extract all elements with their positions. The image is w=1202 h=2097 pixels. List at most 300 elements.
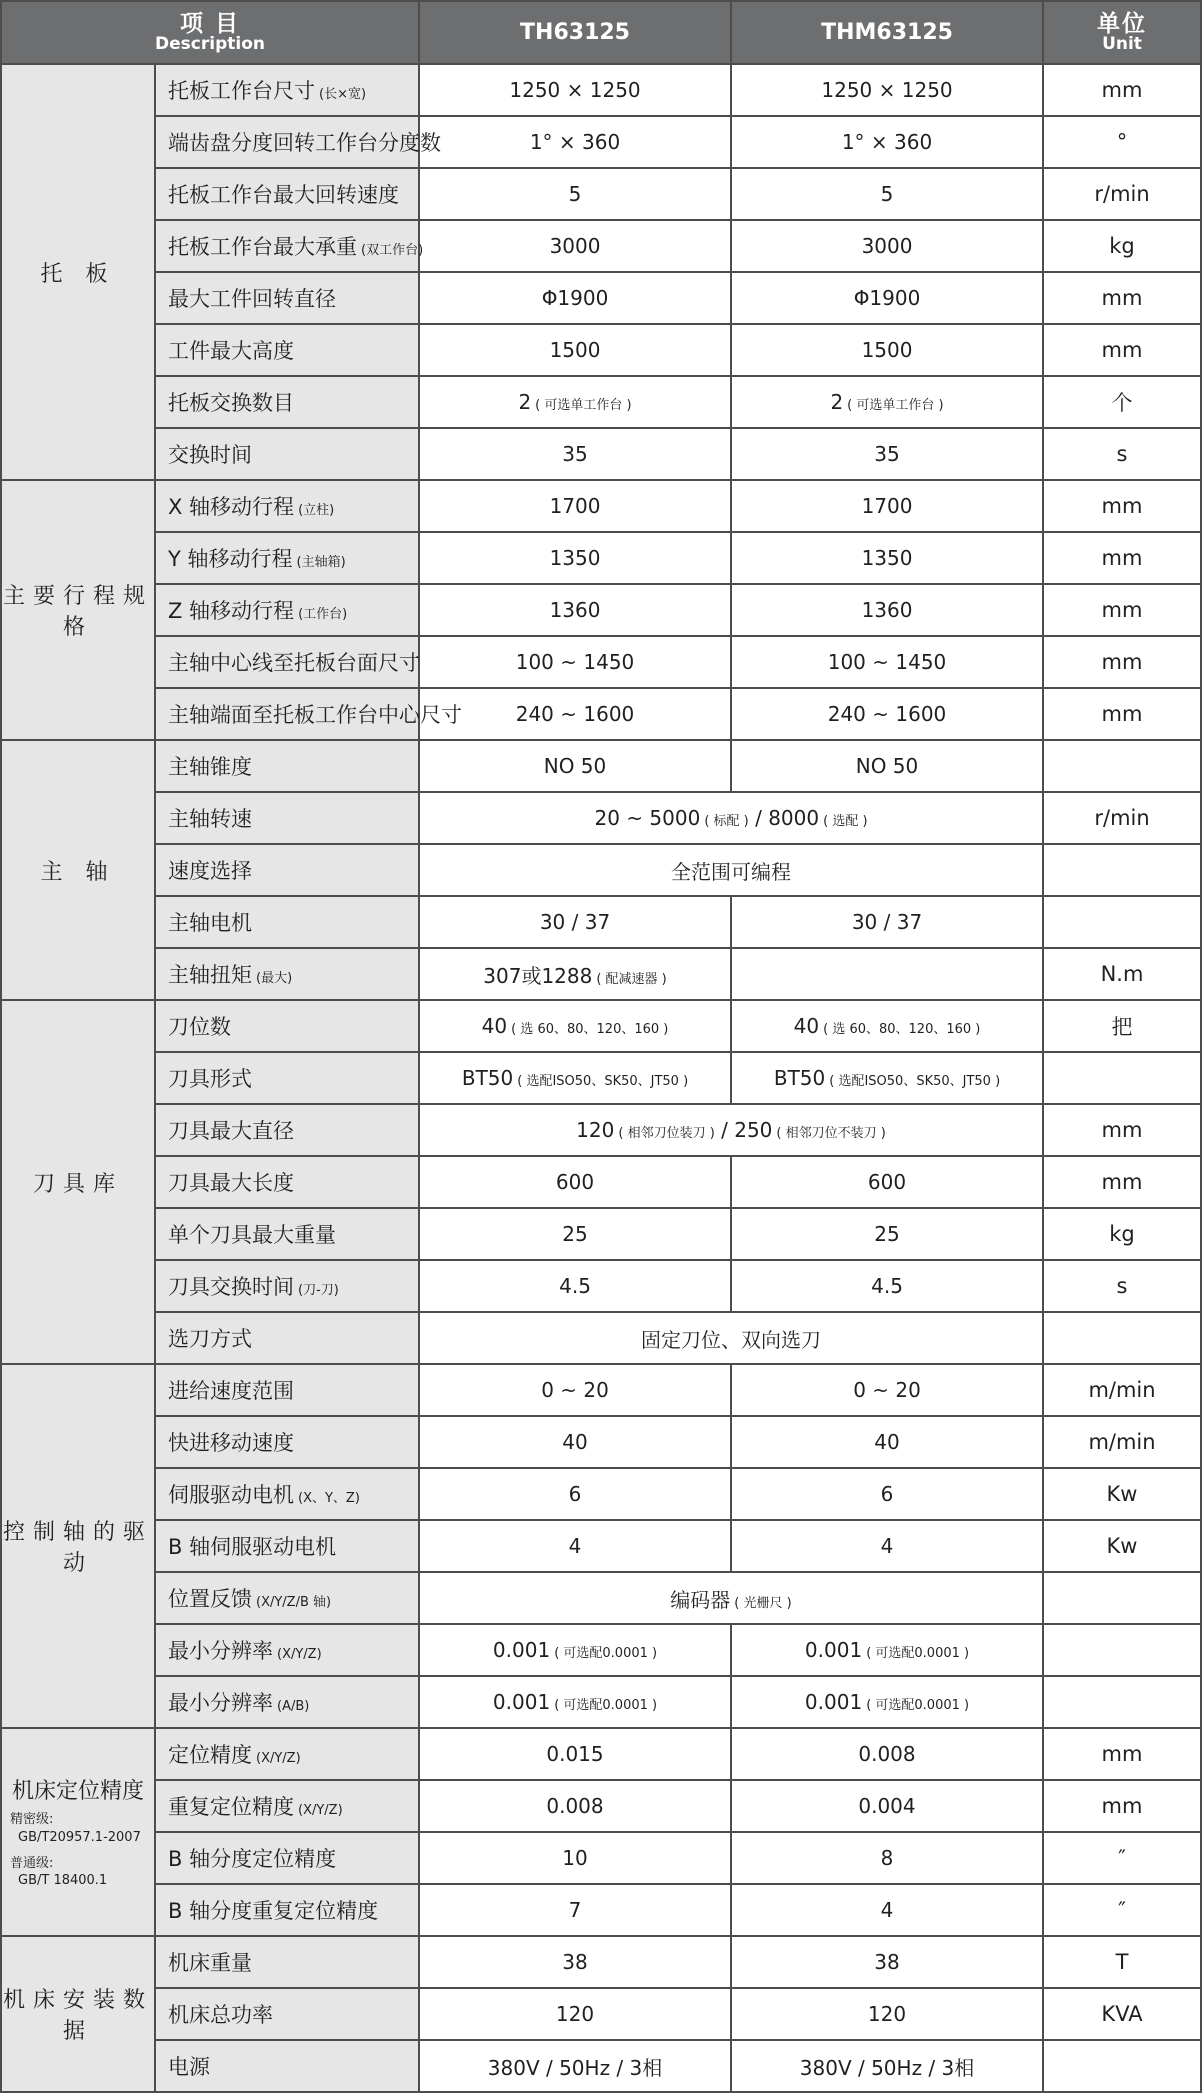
value-model-2 xyxy=(731,220,1043,272)
value-note: ( 标配 ) xyxy=(704,814,749,829)
value-text: 4.5 xyxy=(559,1274,591,1298)
header-unit-zh: 单位 xyxy=(1097,10,1148,37)
value-text: 120 xyxy=(867,2002,907,2026)
unit-cell: ° xyxy=(1043,116,1201,168)
item-label: 进给速度范围 xyxy=(168,1379,294,1403)
unit-cell xyxy=(1043,2040,1201,2092)
value-text: 30 / 37 xyxy=(851,910,923,934)
item-cell xyxy=(155,1364,419,1416)
table-row xyxy=(1,220,1201,272)
item-cell xyxy=(155,896,419,948)
value-note: ( 选配ISO50、SK50、JT50 ) xyxy=(829,1074,1001,1089)
value-model-2 xyxy=(731,1832,1043,1884)
group-name: 主要行程规格 xyxy=(2,584,153,640)
unit-cell: mm xyxy=(1043,1728,1201,1780)
table-row xyxy=(1,1884,1201,1936)
value-model-2 xyxy=(731,64,1043,116)
value-text: 1500 xyxy=(549,338,601,362)
value-model-1 xyxy=(419,1156,731,1208)
unit-cell: mm xyxy=(1043,64,1201,116)
value-text: 0.004 xyxy=(858,1794,916,1818)
value-model-2 xyxy=(731,896,1043,948)
item-note: (双工作台) xyxy=(361,243,424,258)
value-text: 1700 xyxy=(549,494,601,518)
item-note: (工作台) xyxy=(298,607,348,622)
item-label: B 轴分度定位精度 xyxy=(168,1847,337,1871)
item-label: 重复定位精度 xyxy=(168,1795,294,1819)
value-model-1 xyxy=(419,948,731,1000)
value-text: 1360 xyxy=(861,598,913,622)
item-label: 位置反馈 xyxy=(168,1587,252,1611)
value-model-2 xyxy=(731,168,1043,220)
unit-cell: Kw xyxy=(1043,1468,1201,1520)
header-unit-en: Unit xyxy=(1102,33,1142,54)
standard-line: GB/T20957.1-2007 xyxy=(18,1829,141,1845)
table-row xyxy=(1,1416,1201,1468)
item-label: 快进移动速度 xyxy=(168,1431,294,1455)
item-cell xyxy=(155,1780,419,1832)
item-cell xyxy=(155,740,419,792)
unit-cell xyxy=(1043,740,1201,792)
item-cell xyxy=(155,324,419,376)
item-cell xyxy=(155,948,419,1000)
unit-cell: T xyxy=(1043,1936,1201,1988)
standard-line: 普通级: xyxy=(10,1855,54,1871)
item-cell xyxy=(155,1624,419,1676)
value-merged xyxy=(419,844,1043,896)
value-model-2 xyxy=(731,948,1043,1000)
item-label: 主轴电机 xyxy=(168,911,252,935)
item-label: 端齿盘分度回转工作台分度数 xyxy=(168,131,441,155)
item-note: (X/Y/Z/B 轴) xyxy=(256,1595,332,1610)
item-label: 主轴端面至托板工作台中心尺寸 xyxy=(168,703,462,727)
value-text: 2 xyxy=(830,390,844,414)
table-row xyxy=(1,428,1201,480)
value-note: ( 可选配0.0001 ) xyxy=(866,1698,970,1713)
item-note: (X、Y、Z) xyxy=(298,1491,360,1506)
item-note: (长×宽) xyxy=(319,87,367,102)
value-model-1 xyxy=(419,168,731,220)
value-model-1 xyxy=(419,116,731,168)
unit-cell: kg xyxy=(1043,1208,1201,1260)
item-cell xyxy=(155,532,419,584)
item-label: X 轴移动行程 xyxy=(168,495,295,519)
value-model-2 xyxy=(731,532,1043,584)
value-note: ( 选 60、80、120、160 ) xyxy=(511,1022,669,1037)
unit-cell: mm xyxy=(1043,1156,1201,1208)
table-row xyxy=(1,948,1201,1000)
item-cell xyxy=(155,116,441,168)
value-model-2 xyxy=(731,584,1043,636)
item-label: 工件最大高度 xyxy=(168,339,294,363)
value-note: ( 可选配0.0001 ) xyxy=(554,1698,658,1713)
unit-cell: mm xyxy=(1043,324,1201,376)
item-cell xyxy=(155,1884,419,1936)
unit-cell xyxy=(1043,844,1201,896)
item-label: 托板工作台尺寸 xyxy=(168,79,315,103)
table-row xyxy=(1,688,1201,740)
value-note: ( 光栅尺 ) xyxy=(734,1595,792,1611)
item-cell xyxy=(155,64,419,116)
value-model-1 xyxy=(419,1624,731,1676)
value-text: 1250 × 1250 xyxy=(821,78,953,102)
value-model-2 xyxy=(731,1884,1043,1936)
item-cell xyxy=(155,1988,419,2040)
item-cell xyxy=(155,1728,419,1780)
table-row xyxy=(1,584,1201,636)
unit-cell: m/min xyxy=(1043,1416,1201,1468)
value-text: 5 xyxy=(568,182,582,206)
value-model-2 xyxy=(731,1260,1043,1312)
unit-cell xyxy=(1043,1052,1201,1104)
header-description xyxy=(1,1,419,64)
value-model-1 xyxy=(419,740,731,792)
value-model-2 xyxy=(731,688,1043,740)
value-model-1 xyxy=(419,896,731,948)
value-note: ( 可选单工作台 ) xyxy=(535,398,632,413)
unit-cell xyxy=(1043,1624,1201,1676)
value-text: 7 xyxy=(568,1898,582,1922)
table-row xyxy=(1,1624,1201,1676)
table-row xyxy=(1,1000,1201,1052)
item-label: 刀具最大长度 xyxy=(168,1171,294,1195)
value-model-2 xyxy=(731,272,1043,324)
value-model-1 xyxy=(419,480,731,532)
value-text: 固定刀位、双向选刀 xyxy=(641,1327,822,1352)
unit-cell: 把 xyxy=(1043,1000,1201,1052)
value-model-2 xyxy=(731,116,1043,168)
item-label: 刀具形式 xyxy=(168,1067,252,1091)
table-row xyxy=(1,1832,1201,1884)
table-row xyxy=(1,2040,1201,2092)
value-text: 100 ~ 1450 xyxy=(827,650,947,674)
value-text: 0.001 xyxy=(804,1638,863,1662)
item-label: 主轴锥度 xyxy=(168,755,252,779)
value-text: 40 xyxy=(481,1014,508,1038)
table-row xyxy=(1,1312,1201,1364)
value-text: 240 ~ 1600 xyxy=(827,702,947,726)
value-text: 4 xyxy=(880,1898,894,1922)
value-model-1 xyxy=(419,272,731,324)
value-text: 1350 xyxy=(549,546,601,570)
value-model-2 xyxy=(731,636,1043,688)
value-model-2 xyxy=(731,1936,1043,1988)
value-model-2 xyxy=(731,1988,1043,2040)
value-text: 100 ~ 1450 xyxy=(515,650,635,674)
table-row xyxy=(1,740,1201,792)
table-row xyxy=(1,1676,1201,1728)
unit-cell: mm xyxy=(1043,1780,1201,1832)
item-note: (主轴箱) xyxy=(296,555,346,570)
item-label: 最小分辨率 xyxy=(168,1691,273,1715)
group-standards xyxy=(2,1811,154,1889)
item-label: 机床重量 xyxy=(168,1951,252,1975)
group-label xyxy=(1,740,155,1000)
item-cell xyxy=(155,688,462,740)
item-label: 定位精度 xyxy=(168,1743,252,1767)
unit-cell: mm xyxy=(1043,636,1201,688)
value-text: 120 xyxy=(555,2002,595,2026)
value-model-1 xyxy=(419,688,731,740)
table-row xyxy=(1,116,1201,168)
value-model-1 xyxy=(419,1000,731,1052)
value-model-1 xyxy=(419,1988,731,2040)
table-row xyxy=(1,1780,1201,1832)
value-model-2 xyxy=(731,428,1043,480)
item-cell xyxy=(155,844,419,896)
group-name: 主 轴 xyxy=(40,859,116,885)
value-model-2 xyxy=(731,1468,1043,1520)
value-text: Φ1900 xyxy=(853,286,921,310)
value-text: 40 xyxy=(793,1014,820,1038)
item-label: 机床总功率 xyxy=(168,2003,273,2027)
value-model-2 xyxy=(731,1364,1043,1416)
item-label: Y 轴移动行程 xyxy=(168,547,293,571)
value-text: 编码器 xyxy=(670,1587,731,1612)
value-model-1 xyxy=(419,324,731,376)
item-cell xyxy=(155,168,419,220)
item-label: 电源 xyxy=(168,2055,210,2079)
value-text: 6 xyxy=(568,1482,582,1506)
value-model-2 xyxy=(731,1416,1043,1468)
table-row xyxy=(1,844,1201,896)
value-merged xyxy=(419,1312,1043,1364)
unit-cell: ″ xyxy=(1043,1832,1201,1884)
item-cell xyxy=(155,272,419,324)
item-cell xyxy=(155,2040,419,2092)
value-text: NO 50 xyxy=(855,754,919,778)
item-note: (A/B) xyxy=(277,1699,310,1714)
value-text: NO 50 xyxy=(543,754,607,778)
item-cell xyxy=(155,584,419,636)
value-text: 0.008 xyxy=(858,1742,916,1766)
table-row xyxy=(1,1208,1201,1260)
unit-cell: N.m xyxy=(1043,948,1201,1000)
unit-cell: r/min xyxy=(1043,168,1201,220)
header-row xyxy=(1,1,1201,64)
value-model-1 xyxy=(419,428,731,480)
value-model-1 xyxy=(419,1780,731,1832)
group-label xyxy=(1,64,155,480)
value-model-1 xyxy=(419,1052,731,1104)
value-note: ( 选配ISO50、SK50、JT50 ) xyxy=(517,1074,689,1089)
group-label xyxy=(1,1364,155,1728)
value-text: 40 xyxy=(874,1430,900,1454)
header-item-zh: 项 目 xyxy=(180,10,241,37)
value-text: 1700 xyxy=(861,494,913,518)
value-text: 0.001 xyxy=(804,1690,863,1714)
item-label: 选刀方式 xyxy=(168,1327,252,1351)
item-note: (X/Y/Z) xyxy=(256,1751,301,1766)
unit-cell: Kw xyxy=(1043,1520,1201,1572)
value-model-1 xyxy=(419,1208,731,1260)
unit-cell: mm xyxy=(1043,584,1201,636)
table-row xyxy=(1,1988,1201,2040)
group-name: 机床定位精度 xyxy=(11,1779,144,1805)
value-model-2 xyxy=(731,1728,1043,1780)
value-text: / 8000 xyxy=(748,806,820,830)
group-name: 刀具库 xyxy=(32,1171,123,1197)
unit-cell: mm xyxy=(1043,688,1201,740)
item-label: 刀位数 xyxy=(168,1015,231,1039)
value-text: 4.5 xyxy=(871,1274,903,1298)
unit-cell: 个 xyxy=(1043,376,1201,428)
table-row xyxy=(1,1572,1201,1624)
value-text: 4 xyxy=(880,1534,894,1558)
item-label: 主轴扭矩 xyxy=(168,963,252,987)
value-model-1 xyxy=(419,1364,731,1416)
table-row xyxy=(1,1104,1201,1156)
value-text: 0.001 xyxy=(492,1690,551,1714)
item-note: (X/Y/Z) xyxy=(277,1647,322,1662)
table-row xyxy=(1,532,1201,584)
value-model-1 xyxy=(419,1676,731,1728)
value-model-1 xyxy=(419,636,731,688)
value-model-1 xyxy=(419,220,731,272)
group-name: 控制轴的驱动 xyxy=(2,1520,153,1576)
item-label: 刀具最大直径 xyxy=(168,1119,294,1143)
item-label: 托板工作台最大承重 xyxy=(168,235,357,259)
group-name: 托 板 xyxy=(40,261,116,287)
item-label: Z 轴移动行程 xyxy=(168,599,295,623)
value-model-2 xyxy=(731,740,1043,792)
item-cell xyxy=(155,1052,419,1104)
item-note: (刀-刀) xyxy=(298,1283,339,1298)
value-text: 600 xyxy=(555,1170,595,1194)
value-model-2 xyxy=(731,1000,1043,1052)
unit-cell xyxy=(1043,1572,1201,1624)
value-model-1 xyxy=(419,376,731,428)
item-cell xyxy=(155,1468,419,1520)
unit-cell xyxy=(1043,1676,1201,1728)
item-label: B 轴分度重复定位精度 xyxy=(168,1899,379,1923)
value-merged xyxy=(419,1572,1043,1624)
value-merged xyxy=(419,1104,1043,1156)
table-row xyxy=(1,792,1201,844)
value-text: 120 xyxy=(576,1118,615,1142)
value-text: 307或1288 xyxy=(483,963,593,988)
unit-cell: m/min xyxy=(1043,1364,1201,1416)
value-model-2 xyxy=(731,1624,1043,1676)
model-1-label: TH63125 xyxy=(520,20,630,45)
value-model-1 xyxy=(419,1936,731,1988)
unit-cell: KVA xyxy=(1043,1988,1201,2040)
value-model-2 xyxy=(731,1156,1043,1208)
header-unit xyxy=(1043,1,1201,64)
value-text: 1° × 360 xyxy=(841,130,933,154)
header-model-2 xyxy=(731,1,1043,64)
item-cell xyxy=(155,376,419,428)
item-cell xyxy=(155,1520,419,1572)
item-cell xyxy=(155,1208,419,1260)
table-row xyxy=(1,1468,1201,1520)
value-model-2 xyxy=(731,1208,1043,1260)
value-model-2 xyxy=(731,324,1043,376)
value-text: 1350 xyxy=(861,546,913,570)
value-model-1 xyxy=(419,584,731,636)
spec-table-body xyxy=(1,64,1201,2092)
value-model-1 xyxy=(419,64,731,116)
value-model-2 xyxy=(731,1052,1043,1104)
value-model-1 xyxy=(419,1728,731,1780)
value-text: 6 xyxy=(880,1482,894,1506)
table-row xyxy=(1,168,1201,220)
item-label: 单个刀具最大重量 xyxy=(168,1223,336,1247)
item-cell xyxy=(155,1104,419,1156)
unit-cell: mm xyxy=(1043,272,1201,324)
value-model-1 xyxy=(419,1416,731,1468)
value-text: 38 xyxy=(562,1950,588,1974)
value-text: 3000 xyxy=(549,234,601,258)
value-text: 25 xyxy=(562,1222,588,1246)
item-label: B 轴伺服驱动电机 xyxy=(168,1535,337,1559)
item-label: 主轴转速 xyxy=(168,807,252,831)
value-model-1 xyxy=(419,1260,731,1312)
table-row xyxy=(1,1156,1201,1208)
value-text: 10 xyxy=(562,1846,588,1870)
item-cell xyxy=(155,1572,419,1624)
value-text: 全范围可编程 xyxy=(671,859,792,884)
value-text: 0 ~ 20 xyxy=(541,1378,609,1402)
table-row xyxy=(1,636,1201,688)
value-text: 5 xyxy=(880,182,894,206)
item-label: 速度选择 xyxy=(168,859,252,883)
item-note: (立柱) xyxy=(298,503,335,518)
value-text: 0.001 xyxy=(492,1638,551,1662)
unit-cell: mm xyxy=(1043,1104,1201,1156)
value-note: ( 相邻刀位装刀 ) xyxy=(618,1126,715,1141)
item-cell xyxy=(155,220,424,272)
model-2-label: THM63125 xyxy=(821,20,953,45)
value-note: ( 配减速器 ) xyxy=(596,971,667,987)
item-cell xyxy=(155,1416,419,1468)
value-text: 240 ~ 1600 xyxy=(515,702,635,726)
item-label: 交换时间 xyxy=(168,443,252,467)
value-text: 2 xyxy=(518,390,532,414)
table-row xyxy=(1,64,1201,116)
item-label: 最小分辨率 xyxy=(168,1639,273,1663)
value-text: 380V / 50Hz / 3相 xyxy=(487,2055,663,2080)
value-text: 35 xyxy=(874,442,900,466)
value-text: 4 xyxy=(568,1534,582,1558)
value-note: ( 相邻刀位不装刀 ) xyxy=(776,1126,886,1141)
unit-cell: ″ xyxy=(1043,1884,1201,1936)
value-model-2 xyxy=(731,1676,1043,1728)
value-text: 3000 xyxy=(861,234,913,258)
value-text: 380V / 50Hz / 3相 xyxy=(799,2055,975,2080)
item-label: 伺服驱动电机 xyxy=(168,1483,294,1507)
table-row xyxy=(1,896,1201,948)
table-row xyxy=(1,1260,1201,1312)
item-cell xyxy=(155,480,419,532)
header-model-1 xyxy=(419,1,731,64)
value-text: Φ1900 xyxy=(541,286,609,310)
value-text: 1500 xyxy=(861,338,913,362)
value-merged xyxy=(419,792,1043,844)
unit-cell xyxy=(1043,1312,1201,1364)
value-model-2 xyxy=(731,1520,1043,1572)
value-text: 38 xyxy=(874,1950,900,1974)
value-note: ( 可选单工作台 ) xyxy=(847,398,944,413)
table-row xyxy=(1,376,1201,428)
value-model-2 xyxy=(731,376,1043,428)
table-row xyxy=(1,272,1201,324)
item-cell xyxy=(155,1156,419,1208)
item-cell xyxy=(155,636,419,688)
value-text: 8 xyxy=(880,1846,894,1870)
group-label xyxy=(1,480,155,740)
item-label: 刀具交换时间 xyxy=(168,1275,294,1299)
